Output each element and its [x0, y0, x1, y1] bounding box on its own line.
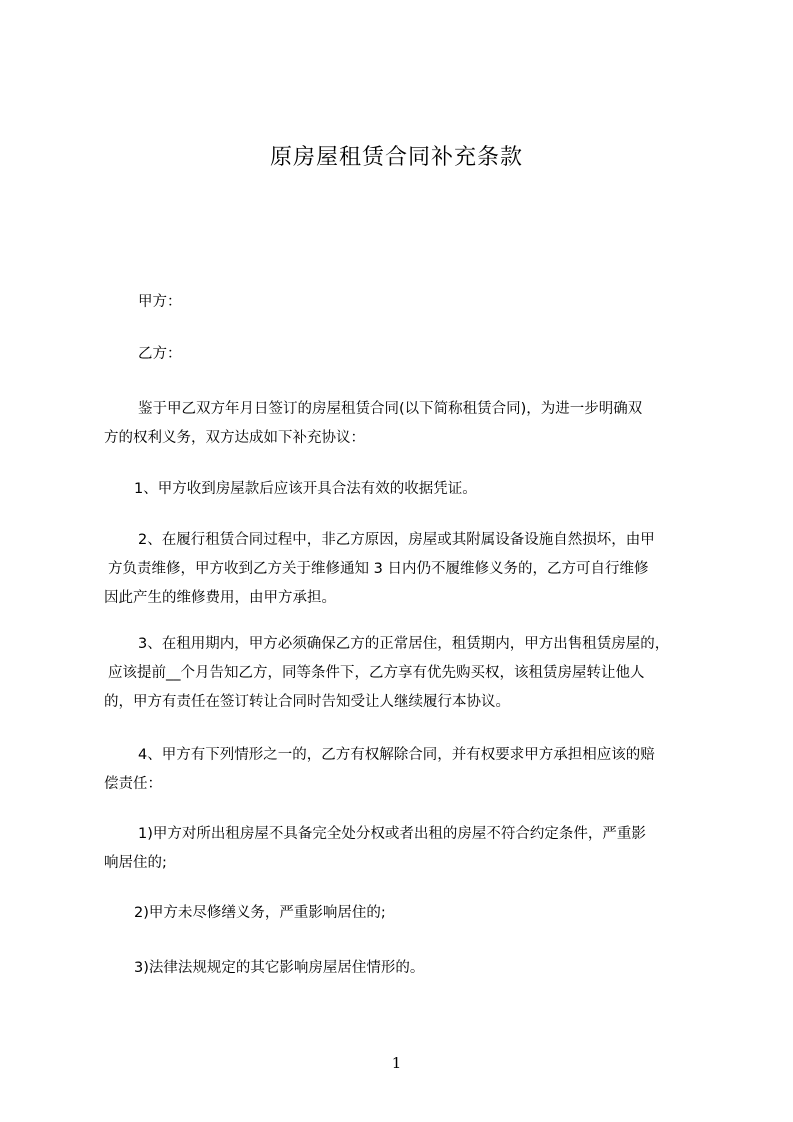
clause-line: 的，甲方有责任在签订转让合同时告知受让人继续履行本协议。 — [104, 694, 510, 710]
sub-item-3 — [104, 954, 700, 983]
clause-1 — [104, 475, 700, 504]
clause-line: 因此产生的维修费用，由甲方承担。 — [104, 590, 336, 606]
party-b-label — [104, 340, 700, 369]
sub-item-line: 2)甲方未尽修缮义务，严重影响居住的; — [134, 905, 386, 921]
document-title: 原房屋租赁合同补充条款 — [269, 145, 523, 170]
clause-line: 方负责维修，甲方收到乙方关于维修通知 3 日内仍不履维修义务的，乙方可自行维修 — [108, 561, 649, 577]
intro-line: 鉴于甲乙双方年月日签订的房屋租赁合同(以下简称租赁合同)，为进一步明确双 — [138, 401, 643, 417]
sub-item-line: 响居住的; — [104, 855, 167, 871]
clause-line: 偿责任： — [104, 776, 162, 792]
party-a-text: 甲方： — [138, 294, 182, 310]
intro-line: 方的权利义务，双方达成如下补充协议： — [104, 430, 365, 446]
clause-line: 1、甲方收到房屋款后应该开具合法有效的收据凭证。 — [134, 481, 477, 497]
sub-item-2 — [104, 899, 700, 928]
clause-line: 2、在履行租赁合同过程中，非乙方原因，房屋或其附属设备设施自然损坏，由甲 — [138, 532, 655, 548]
clause-3 — [104, 630, 700, 717]
page-number: 1 — [391, 1054, 402, 1072]
party-b-text: 乙方： — [138, 346, 182, 362]
sub-item-1 — [104, 820, 700, 878]
sub-item-line: 3)法律法规规定的其它影响房屋居住情形的。 — [134, 960, 425, 976]
clause-2 — [104, 526, 700, 613]
sub-item-line: 1)甲方对所出租房屋不具备完全处分权或者出租的房屋不符合约定条件，严重影 — [138, 826, 646, 842]
clause-line: 应该提前__个月告知乙方，同等条件下，乙方享有优先购买权，该租赁房屋转让他人 — [108, 665, 645, 681]
clause-4 — [104, 741, 700, 799]
party-a-label — [104, 288, 700, 317]
clause-line: 3、在租用期内，甲方必须确保乙方的正常居住，租赁期内，甲方出售租赁房屋的， — [138, 636, 670, 652]
clause-line: 4、甲方有下列情形之一的，乙方有权解除合同，并有权要求甲方承担相应该的赔 — [138, 747, 655, 763]
intro-paragraph — [104, 395, 700, 453]
